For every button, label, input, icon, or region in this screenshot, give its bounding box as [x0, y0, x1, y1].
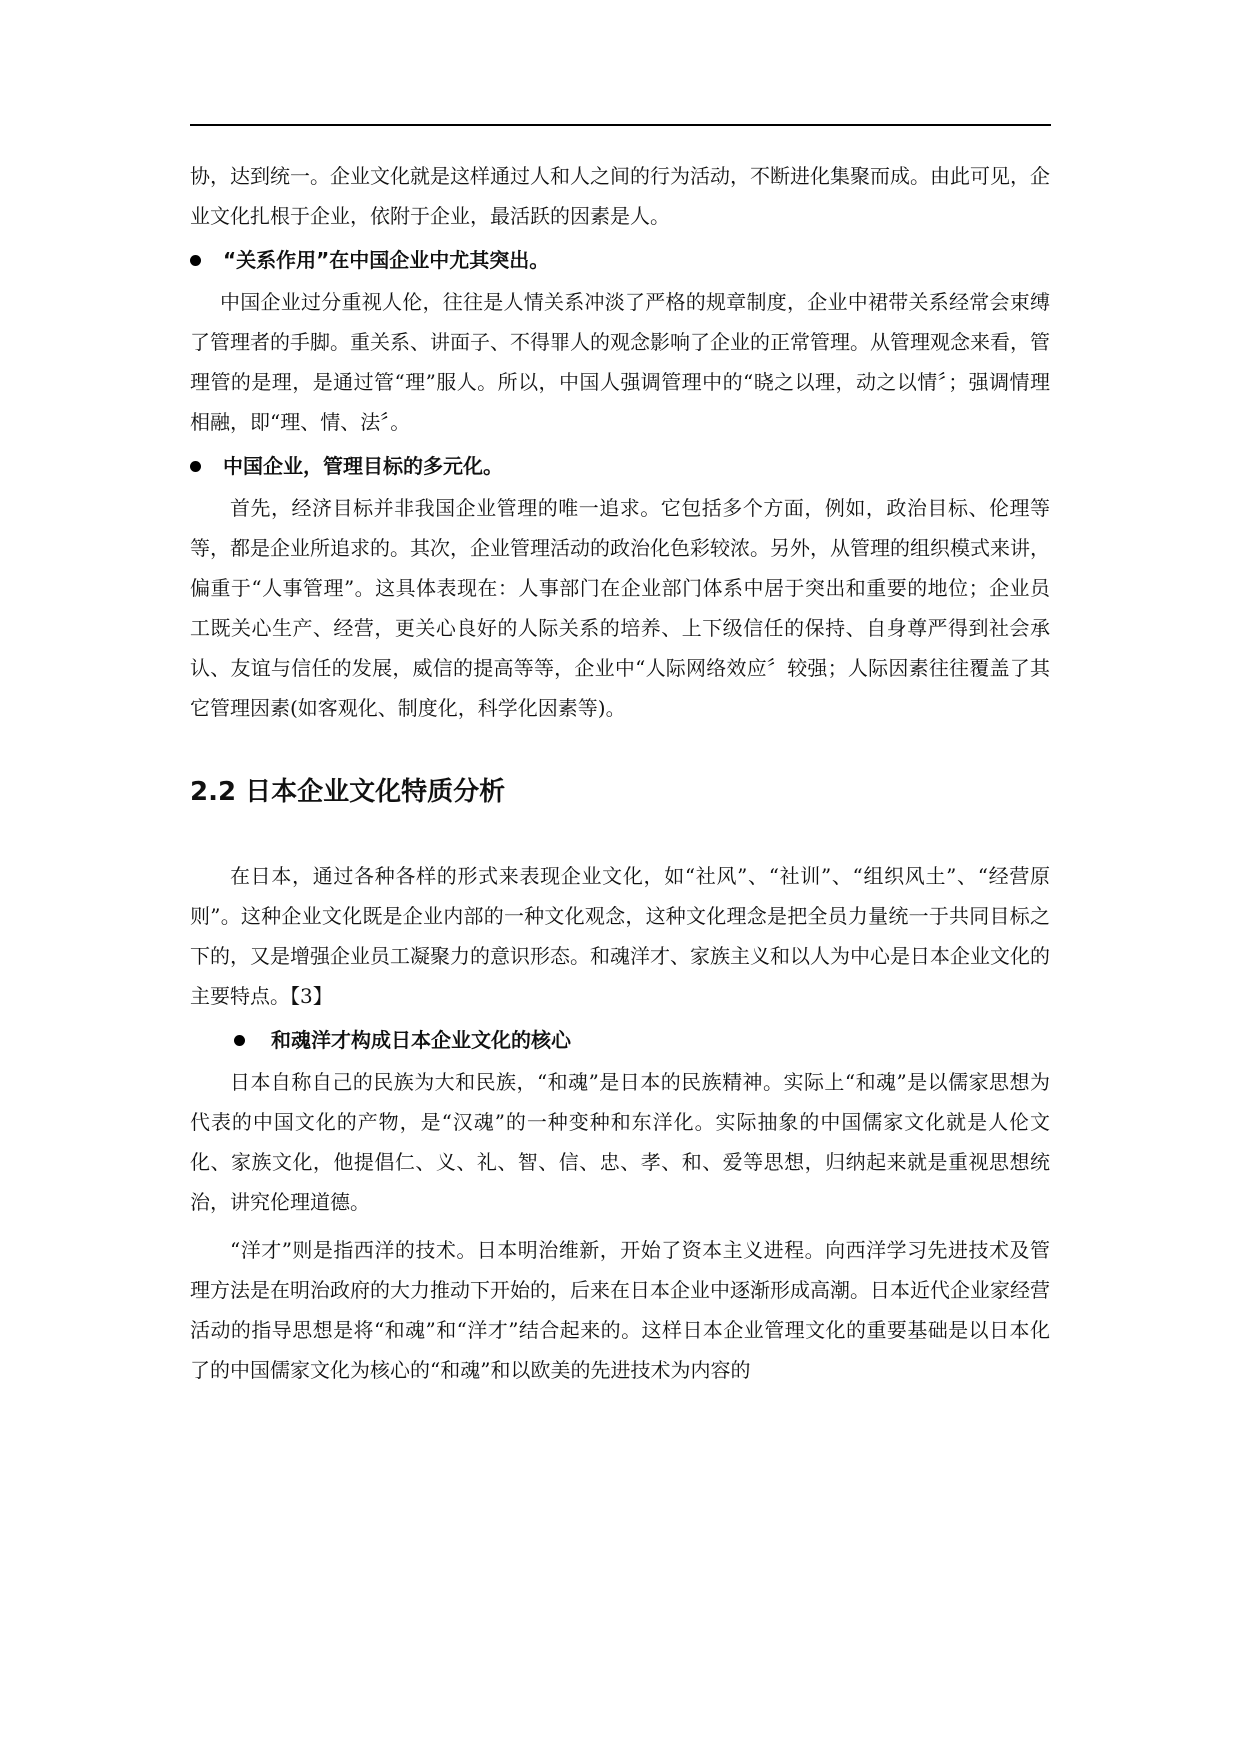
paragraph-guanxi: 中国企业过分重视人伦，往往是人情关系冲淡了严格的规章制度，企业中裙带关系经常会束缚了管理者的手脚。重关系、讲面子、不得罪人的观念影响了企业的正常管理。从管理观念来看，管理管的是理，是通过管“理”服人。所以，中国人强调管理中的“晓之以理，动之以情〞；强调情理相融，即“理、情、法〞。	[190, 290, 1050, 434]
bullet-heading-wakon-yosai	[190, 1020, 1050, 1060]
bullet-heading-guanxi	[190, 240, 1050, 280]
paragraph-japan-intro: 在日本，通过各种各样的形式来表现企业文化，如“社风”、“社训”、“组织风土”、“经营原则”。这种企业文化既是企业内部的一种文化观念，这种文化理念是把全员力量统一于共同目标之下的，又是增强企业员工凝聚力的意识形态。和魂洋才、家族主义和以人为中心是日本企业文化的主要特点。【3】	[190, 864, 1050, 1008]
bullet-dot-icon	[234, 1035, 245, 1046]
bullet-text: “关系作用”在中国企业中尤其突出。	[223, 248, 550, 272]
bullet-dot-icon	[190, 255, 201, 266]
bullet-text: 中国企业，管理目标的多元化。	[223, 454, 503, 478]
paragraph-wakon: 日本自称自己的民族为大和民族，“和魂”是日本的民族精神。实际上“和魂”是以儒家思想为代表的中国文化的产物，是“汉魂”的一种变种和东洋化。实际抽象的中国儒家文化就是人伦文化、家族文化，他提倡仁、义、礼、智、信、忠、孝、和、爱等思想，归纳起来就是重视思想统治，讲究伦理道德。	[190, 1070, 1050, 1214]
bullet-dot-icon	[190, 461, 201, 472]
paragraph-continuation: 协，达到统一。企业文化就是这样通过人和人之间的行为活动，不断进化集聚而成。由此可见，企业文化扎根于企业，依附于企业，最活跃的因素是人。	[190, 164, 1050, 228]
bullet-heading-goals	[190, 446, 1050, 486]
bullet-text: 和魂洋才构成日本企业文化的核心	[271, 1028, 571, 1052]
document-body	[190, 156, 1050, 1390]
header-rule	[190, 124, 1051, 126]
section-heading: 2.2 日本企业文化特质分析	[190, 777, 506, 807]
paragraph-yosai: “洋才”则是指西洋的技术。日本明治维新，开始了资本主义进程。向西洋学习先进技术及管理方法是在明治政府的大力推动下开始的，后来在日本企业中逐渐形成高潮。日本近代企业家经营活动的指导思想是将“和魂”和“洋才”结合起来的。这样日本企业管理文化的重要基础是以日本化了的中国儒家文化为核心的“和魂”和以欧美的先进技术为内容的	[190, 1238, 1050, 1382]
paragraph-goals: 首先，经济目标并非我国企业管理的唯一追求。它包括多个方面，例如，政治目标、伦理等等，都是企业所追求的。其次，企业管理活动的政治化色彩较浓。另外，从管理的组织模式来讲，偏重于“人事管理”。这具体表现在：人事部门在企业部门体系中居于突出和重要的地位；企业员工既关心生产、经营，更关心良好的人际关系的培养、上下级信任的保持、自身尊严得到社会承认、友谊与信任的发展，威信的提高等等，企业中“人际网络效应〞较强；人际因素往往覆盖了其它管理因素(如客观化、制度化，科学化因素等)。	[190, 496, 1050, 720]
